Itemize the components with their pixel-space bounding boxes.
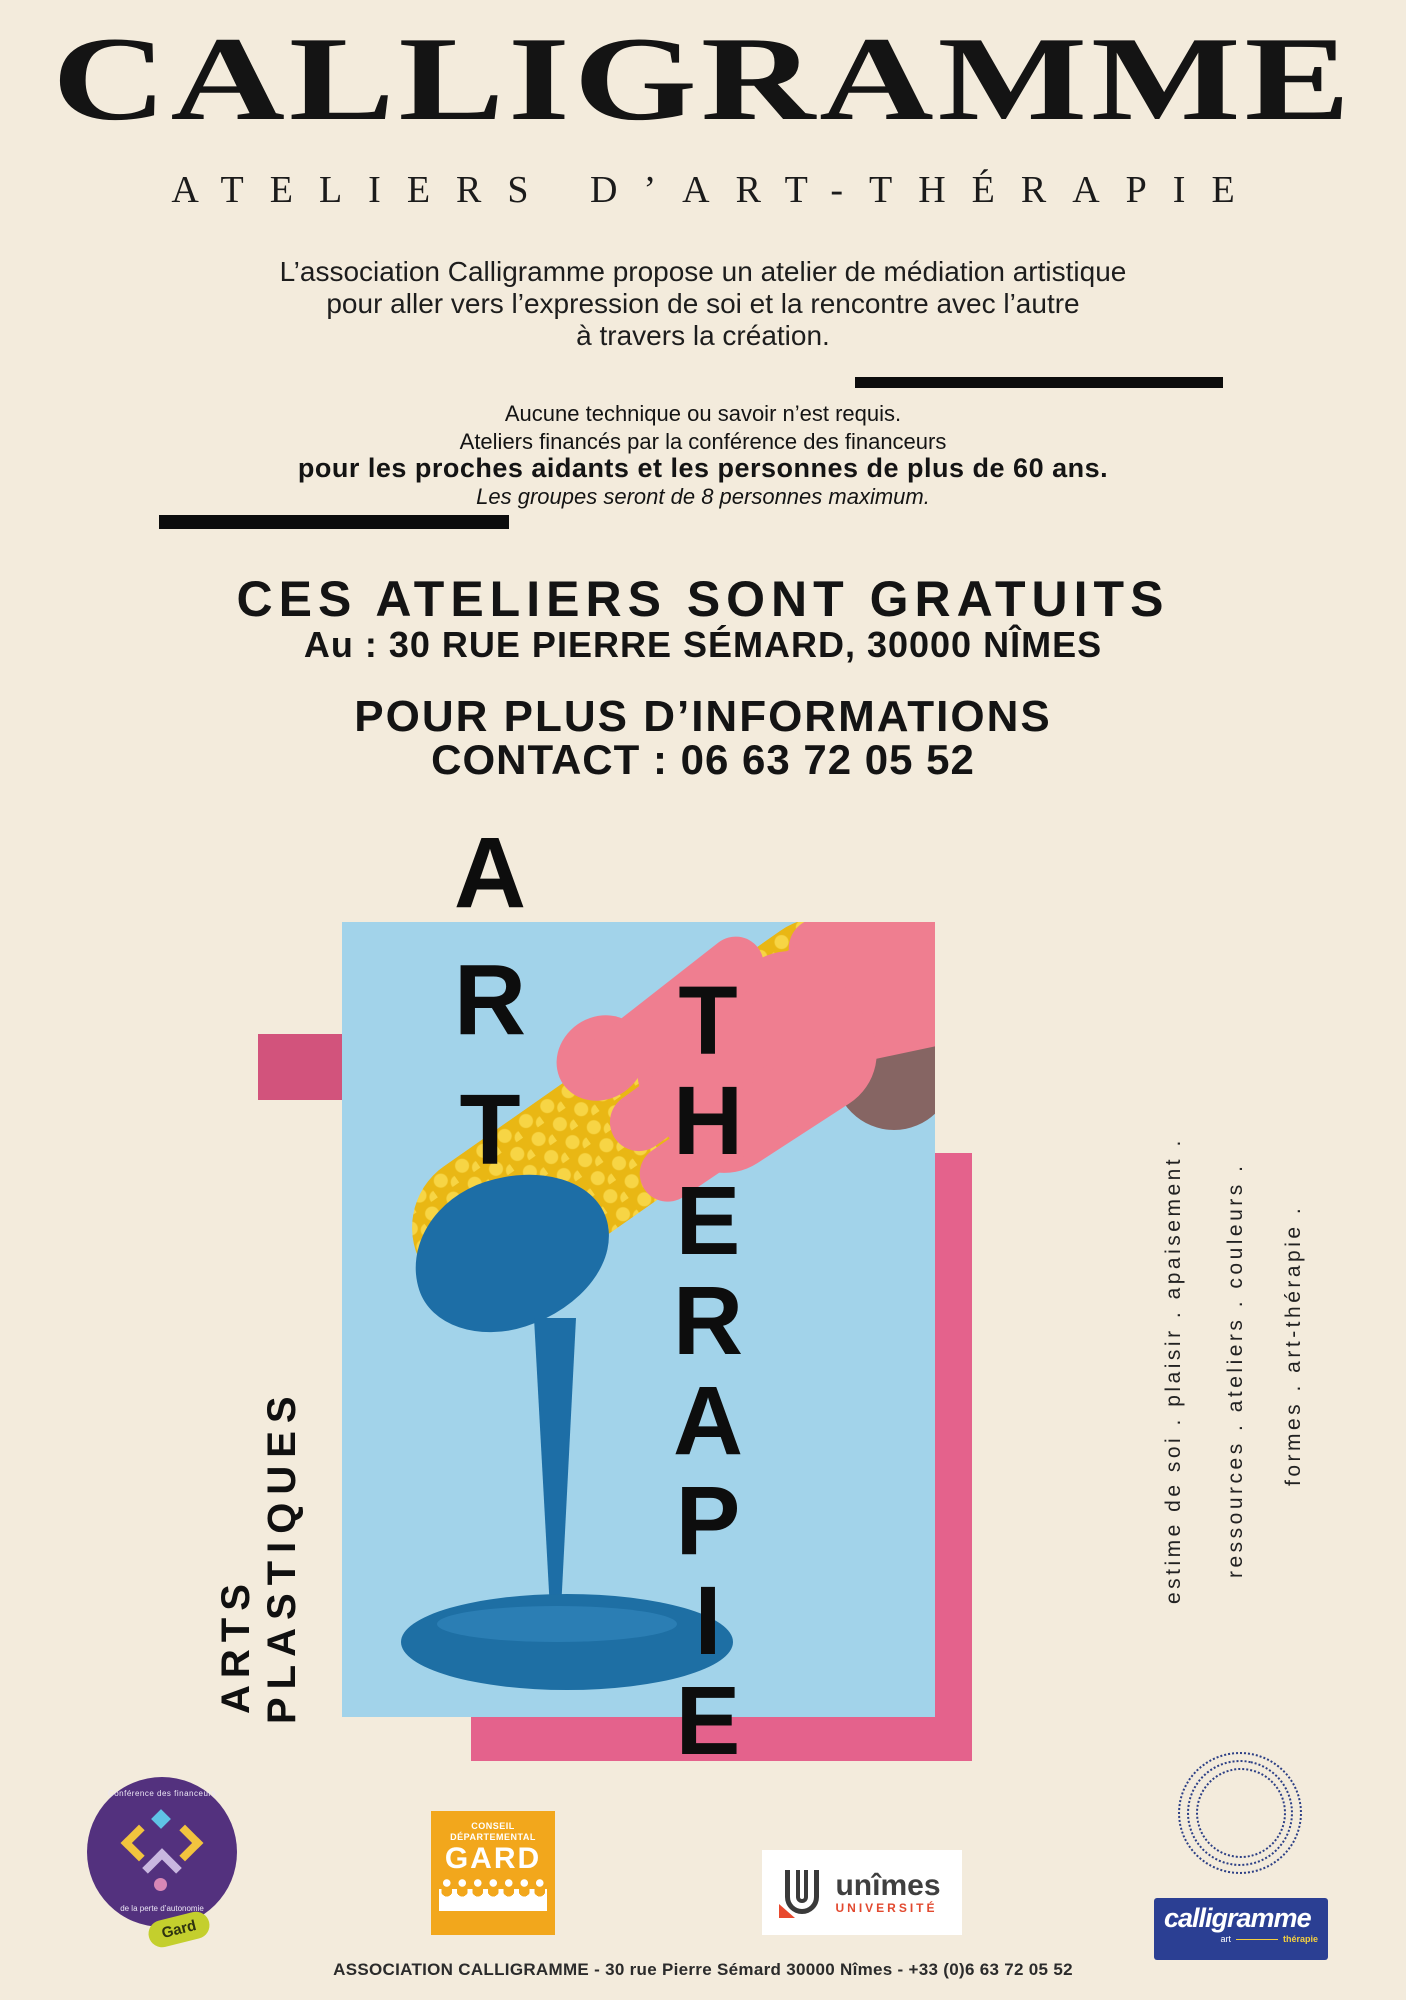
keywords-line-2: ressources . ateliers . couleurs . xyxy=(1224,1162,1247,1578)
unimes-university-logo xyxy=(762,1850,962,1935)
calligramme-sub-therapie: thérapie xyxy=(1282,1934,1318,1944)
footer-address-line: ASSOCIATION CALLIGRAMME - 30 rue Pierre Sémard 30000 Nîmes - +33 (0)6 63 72 05 52 xyxy=(333,1960,1073,1979)
rotated-word-plastiques: PLASTIQUES xyxy=(260,1388,304,1724)
unimes-u-icon xyxy=(783,1868,825,1918)
free-heading: CES ATELIERS SONT GRATUITS xyxy=(236,571,1170,627)
gard-department-logo xyxy=(431,1811,555,1935)
keywords-line-3: formes . art-thérapie . xyxy=(1282,1204,1305,1486)
conditions-line-3: pour les proches aidants et les personnes de plus de 60 ans. xyxy=(297,453,1109,483)
gard-aqueduct-dots-icon xyxy=(439,1877,547,1889)
intro-line-3: à travers la création. xyxy=(576,320,830,351)
vertical-word-therapie: T H E R A P I E xyxy=(672,966,744,1775)
gard-conseil-line2: DÉPARTEMENTAL xyxy=(450,1832,536,1842)
spiral-dots-icon xyxy=(1178,1752,1302,1874)
gard-name: GARD xyxy=(444,1842,542,1875)
unimes-subtitle: UNIVERSITÉ xyxy=(835,1900,938,1915)
page-title: CALLIGRAMME xyxy=(52,12,1354,145)
paint-drip xyxy=(530,1318,580,1610)
intro-line-1: L’association Calligramme propose un atelier de médiation artistique xyxy=(279,256,1127,287)
financeurs-badge-logo xyxy=(87,1777,237,1927)
calligramme-wordmark: calligramme xyxy=(1164,1903,1311,1933)
intro-line-2: pour aller vers l’expression de soi et la rencontre avec l’autre xyxy=(326,288,1080,319)
divider-bar-bottom xyxy=(159,515,509,529)
paint-puddle-highlight xyxy=(437,1606,677,1642)
rotated-word-arts: ARTS xyxy=(214,1577,258,1714)
vertical-word-art: A R T xyxy=(453,817,527,1186)
calligramme-logo xyxy=(1154,1898,1328,1960)
conditions-line-2: Ateliers financés par la conférence des financeurs xyxy=(459,429,947,454)
divider-bar-top xyxy=(855,377,1223,388)
badge-glyph-icon xyxy=(122,1812,202,1886)
badge-ring-text-bottom: de la perte d’autonomie xyxy=(120,1904,204,1913)
unimes-name: unîmes xyxy=(835,1868,941,1902)
corn-paint-photo xyxy=(342,922,935,1717)
info-heading: POUR PLUS D’INFORMATIONS xyxy=(354,692,1052,741)
calligramme-sub-art: art xyxy=(1220,1934,1231,1944)
pink-square-accent xyxy=(258,1034,342,1100)
conditions-line-1: Aucune technique ou savoir n’est requis. xyxy=(504,401,902,426)
page-subtitle: ATELIERS D’ART-THÉRAPIE xyxy=(171,169,1261,211)
address-line: Au : 30 RUE PIERRE SÉMARD, 30000 NÎMES xyxy=(303,624,1103,665)
conditions-line-4: Les groupes seront de 8 personnes maximum. xyxy=(476,484,930,509)
keywords-line-1: estime de soi . plaisir . apaisement . xyxy=(1162,1137,1185,1604)
gard-pill-label: Gard xyxy=(146,1909,213,1950)
gard-aqueduct-arches-icon xyxy=(439,1889,547,1911)
contact-line: CONTACT : 06 63 72 05 52 xyxy=(431,736,975,783)
calligramme-sub-line xyxy=(1236,1939,1278,1940)
badge-ring-text-top: Conférence des financeurs xyxy=(107,1789,217,1798)
gard-conseil-line1: CONSEIL xyxy=(471,1821,515,1831)
intro-paragraph xyxy=(0,256,1406,352)
